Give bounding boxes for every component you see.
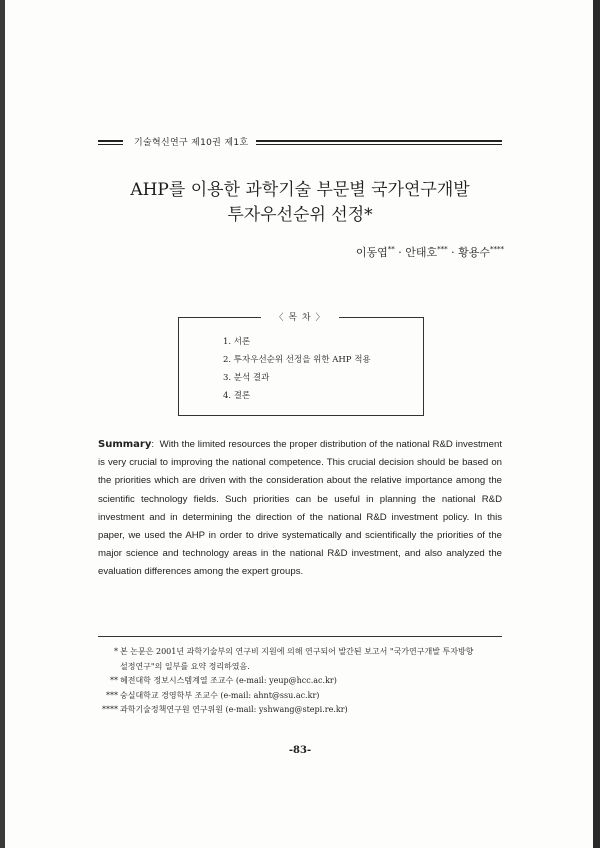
author-footnote-mark: *** [437, 245, 448, 254]
author-separator: · [394, 246, 406, 259]
footnote-text: 본 논문은 2001년 과학기술부의 연구비 지원에 의해 연구되어 발간된 보고서 "국가연구개발 투자방향 [120, 647, 474, 656]
summary-label: Summary [98, 439, 152, 450]
journal-name: 기술혁신연구 제10권 제1호 [134, 138, 249, 148]
scan-edge-left [0, 0, 5, 848]
footnote-mark: *** [106, 690, 118, 700]
toc-item: 1. 서론 [223, 337, 251, 347]
scan-edge-right [593, 0, 600, 848]
footnote-mark: **** [102, 705, 118, 714]
header-rule-left [98, 140, 123, 145]
header-rule-right [256, 140, 502, 145]
summary-text: With the limited resources the proper distribution of the national R&D investment is very crucial to improving the national competence. This crucial decision should be based on the priorities which are driven with the consideration about the relative importance among the scientific technology fields. Such priorities can be useful in planning the national R&D investment and in determining the direction of the national R&D investment policy. In this paper, we used the AHP in order to drive systematically and scientifically the priorities of the major science and technology areas in the national R&D investment, and also analyzed the evaluation differences among the expert groups. [98, 439, 502, 578]
page-number: -83- [288, 745, 312, 756]
footnote-divider [98, 636, 502, 637]
summary-colon: : [151, 439, 157, 450]
toc-item: 3. 분석 결과 [223, 373, 270, 383]
author-footnote-mark: **** [490, 245, 504, 254]
footnote-text: 혜전대학 정보시스템계열 조교수 (e-mail: yeup@hcc.ac.kr) [120, 676, 337, 685]
author-footnote-mark: ** [387, 245, 395, 254]
author-separator: · [447, 246, 459, 259]
author-name: 황용수 [458, 246, 490, 259]
footnotes [98, 645, 502, 718]
title-line-2: 투자우선순위 선정* [227, 205, 373, 225]
toc-item: 2. 투자우선순위 선정을 위한 AHP 적용 [223, 355, 371, 365]
footnote-continuation: 설정연구"의 일부를 요약 정리하였음. [120, 661, 250, 671]
footnote-text: 숭실대학교 경영학부 조교수 (e-mail: ahnt@ssu.ac.kr) [120, 690, 320, 700]
author-list [356, 244, 504, 260]
toc-item: 4. 결론 [223, 391, 251, 401]
running-header [98, 136, 502, 150]
table-of-contents [178, 317, 424, 416]
author-name: 안태호 [405, 246, 438, 259]
footnote [98, 645, 502, 660]
footnote [98, 703, 502, 718]
footnote-mark: ** [110, 676, 118, 685]
author-name: 이동엽 [355, 246, 388, 259]
summary-abstract [98, 436, 502, 582]
footnote-text: 과학기술정책연구원 연구위원 (e-mail: yshwang@stepi.re.kr) [120, 705, 348, 714]
footnote [98, 689, 502, 704]
footnote-mark: * [114, 647, 118, 656]
toc-list [223, 333, 371, 405]
toc-heading: 〈 목 차 〉 [261, 310, 339, 323]
title-line-1: AHP를 이용한 과학기술 부문별 국가연구개발 [130, 180, 470, 200]
paper-title [0, 178, 600, 228]
footnote [98, 674, 502, 689]
